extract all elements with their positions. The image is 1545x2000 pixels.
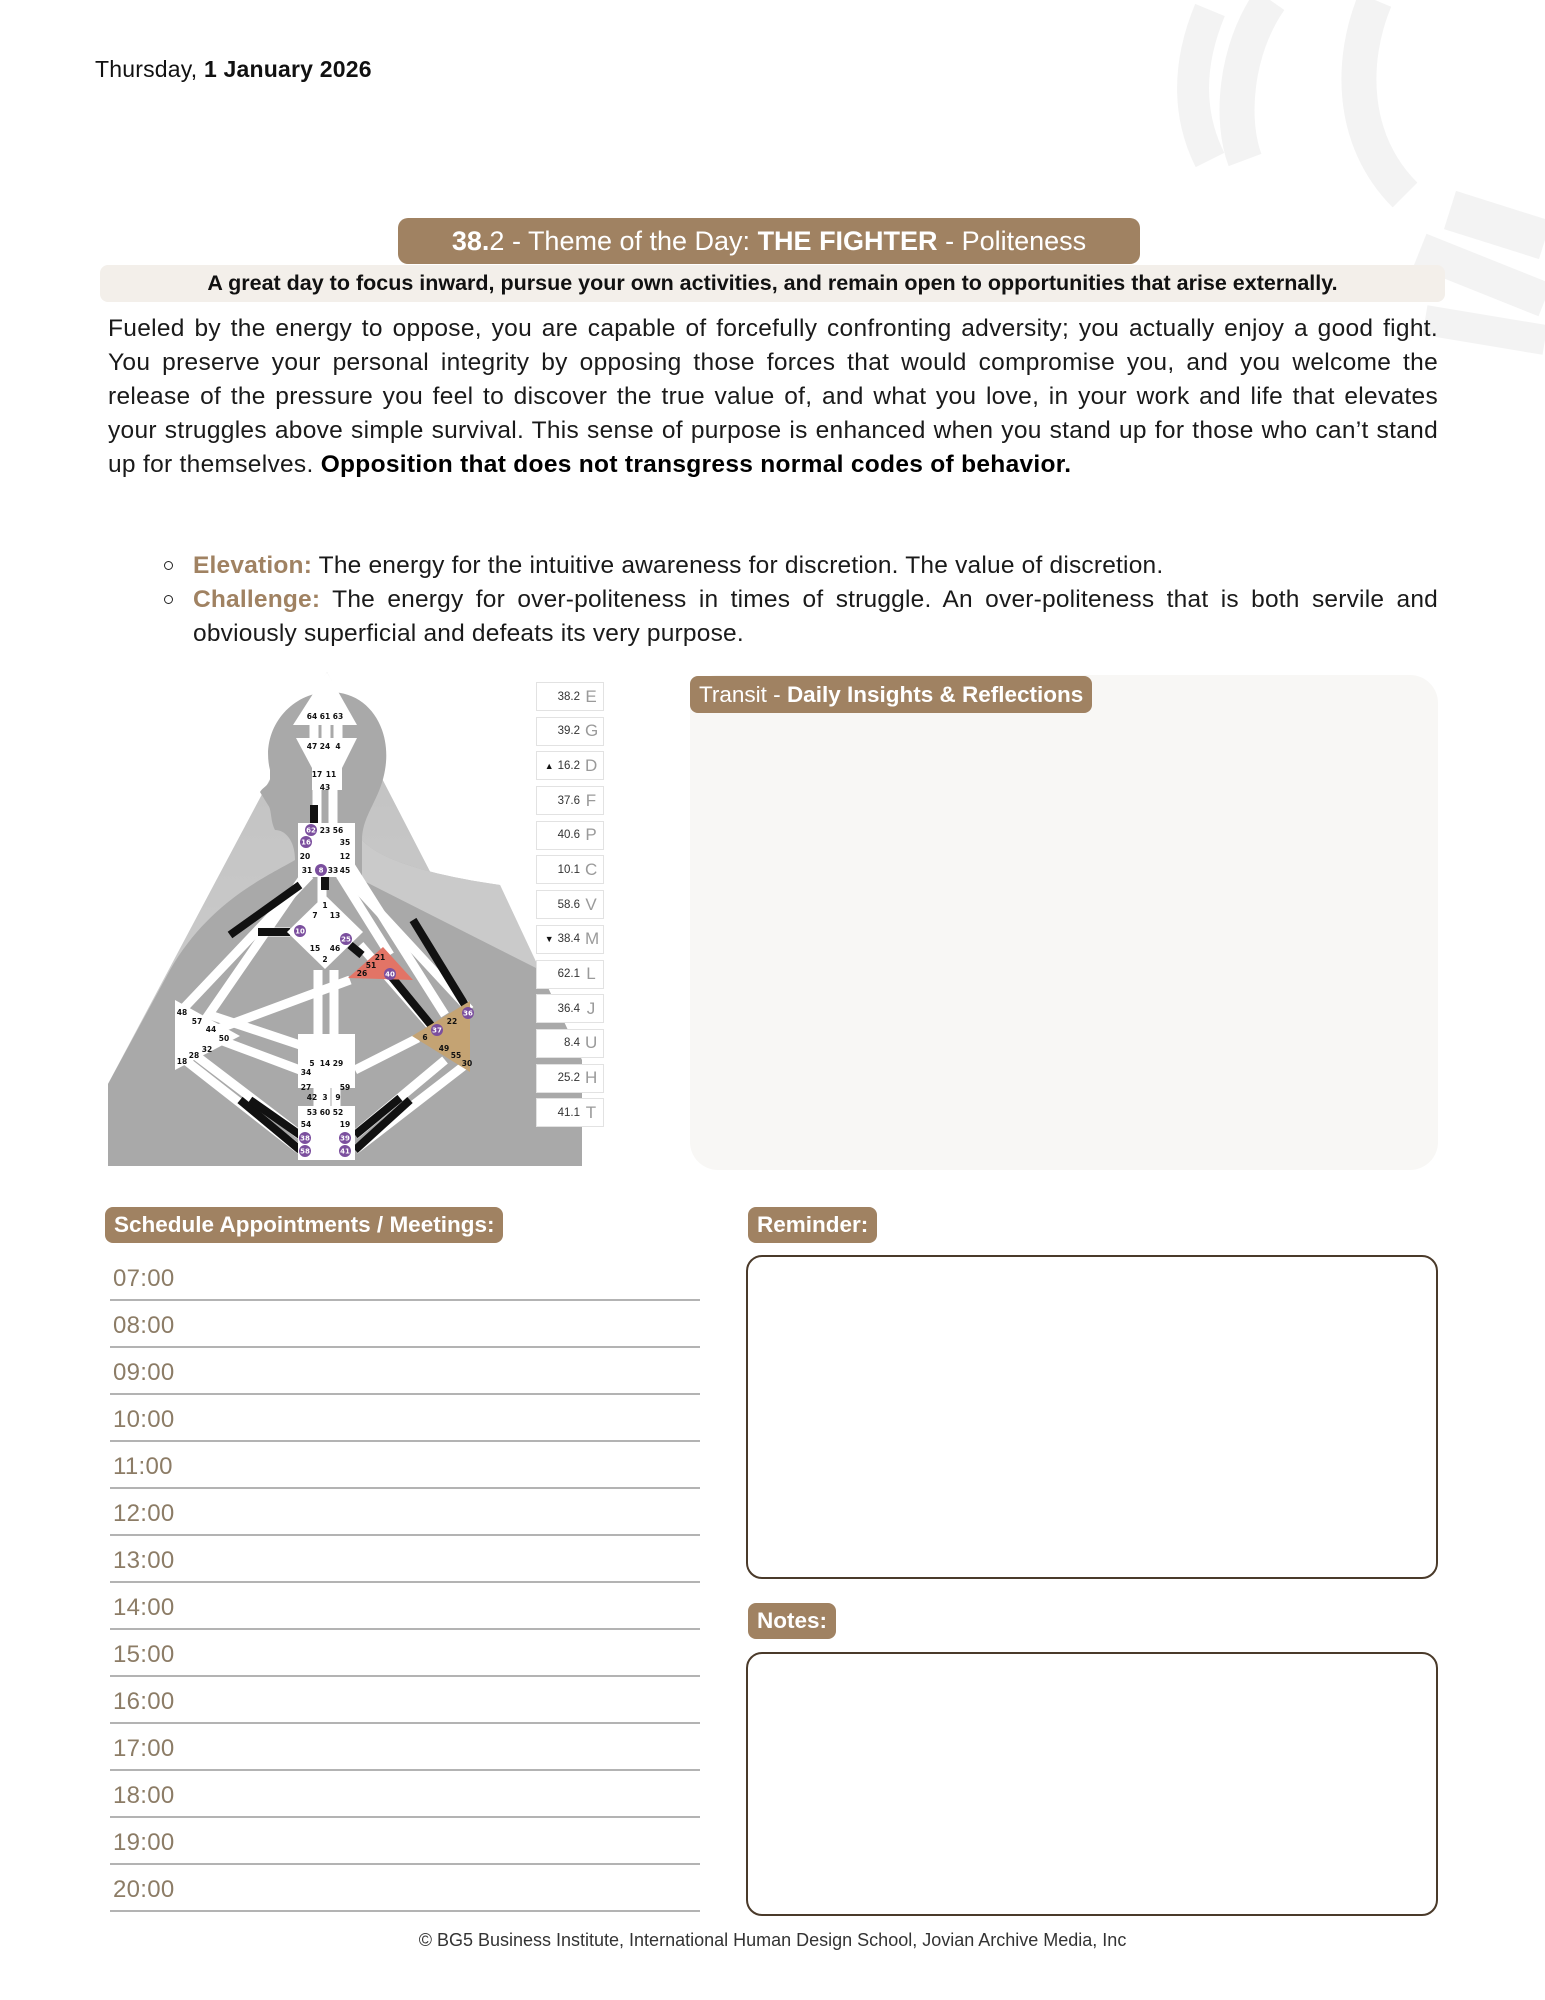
- svg-text:4: 4: [335, 742, 341, 751]
- planet-row-north-node: [536, 751, 604, 780]
- time-slot-row[interactable]: [110, 1301, 700, 1348]
- time-slot-row[interactable]: [110, 1348, 700, 1395]
- bullet-text: The energy for over-politeness in times of struggle. An over-politeness that is both servile and obviously superficial and defeats its very purpose.: [193, 586, 1438, 647]
- theme-subtitle: A great day to focus inward, pursue your own activities, and remain open to opportunities that arise externally.: [100, 265, 1445, 302]
- bullet-circle-icon: [164, 595, 173, 604]
- time-label: 17:00: [113, 1735, 175, 1762]
- transit-insights-panel[interactable]: [690, 675, 1438, 1170]
- svg-text:43: 43: [319, 783, 331, 792]
- uranus-symbol-icon: U: [585, 1033, 598, 1053]
- svg-text:35: 35: [339, 838, 351, 847]
- svg-text:50: 50: [218, 1034, 230, 1043]
- transit-prefix: Transit -: [699, 682, 787, 707]
- time-slot-row[interactable]: [110, 1254, 700, 1301]
- planet-value: 41.1: [557, 1106, 580, 1119]
- svg-text:5: 5: [309, 1059, 315, 1068]
- svg-text:17: 17: [311, 770, 323, 779]
- svg-text:6: 6: [422, 1033, 428, 1042]
- jupiter-symbol-icon: L: [586, 964, 596, 983]
- svg-text:25: 25: [341, 935, 351, 944]
- svg-text:38: 38: [300, 1134, 310, 1143]
- svg-text:44: 44: [205, 1025, 217, 1034]
- svg-text:42: 42: [306, 1093, 318, 1102]
- reminder-textbox[interactable]: [746, 1255, 1438, 1579]
- planet-value: 62.1: [557, 968, 580, 980]
- svg-text:7: 7: [312, 911, 318, 920]
- theme-separator: -: [937, 226, 962, 256]
- svg-text:32: 32: [201, 1045, 213, 1054]
- svg-text:31: 31: [301, 866, 313, 875]
- planet-value: 16.2: [557, 759, 580, 772]
- planet-row-pluto: [536, 1098, 604, 1127]
- moon-symbol-icon: P: [585, 825, 597, 845]
- theme-bullets: [160, 549, 1438, 651]
- svg-text:26: 26: [356, 969, 368, 978]
- mercury-symbol-icon: C: [585, 859, 598, 879]
- notes-title: Notes:: [748, 1603, 836, 1639]
- theme-line: 2: [489, 226, 505, 256]
- svg-text:39: 39: [340, 1134, 350, 1143]
- time-slot-row[interactable]: [110, 1489, 700, 1536]
- svg-text:63: 63: [332, 712, 344, 721]
- svg-text:64: 64: [306, 712, 318, 721]
- time-slot-row[interactable]: [110, 1818, 700, 1865]
- transit-panel-title: [690, 676, 1092, 713]
- time-label: 20:00: [113, 1876, 175, 1903]
- planet-value: 38.4: [557, 933, 580, 946]
- svg-text:14: 14: [319, 1059, 331, 1068]
- neptune-symbol-icon: H: [585, 1068, 598, 1088]
- svg-text:53: 53: [306, 1108, 318, 1117]
- svg-text:16: 16: [301, 838, 311, 847]
- time-label: 09:00: [113, 1359, 175, 1386]
- svg-text:60: 60: [319, 1108, 331, 1117]
- svg-text:28: 28: [188, 1051, 200, 1060]
- planet-row-earth: [536, 717, 604, 746]
- time-slot-row[interactable]: [110, 1865, 700, 1912]
- notes-textbox[interactable]: [746, 1652, 1438, 1916]
- theme-name: THE FIGHTER: [757, 226, 938, 256]
- svg-text:2: 2: [322, 955, 328, 964]
- page-date: [95, 56, 372, 83]
- svg-text:9: 9: [335, 1093, 341, 1102]
- bullet-label: Challenge:: [193, 586, 321, 613]
- saturn-symbol-icon: J: [586, 998, 596, 1018]
- svg-text:8: 8: [318, 866, 324, 875]
- theme-label: - Theme of the Day:: [504, 226, 758, 256]
- time-slot-row[interactable]: [110, 1724, 700, 1771]
- svg-text:55: 55: [450, 1051, 462, 1060]
- planet-value: 36.4: [557, 1002, 580, 1015]
- svg-text:41: 41: [340, 1147, 350, 1156]
- time-slot-row[interactable]: [110, 1442, 700, 1489]
- svg-text:10: 10: [295, 927, 305, 936]
- reminder-title: Reminder:: [748, 1207, 877, 1243]
- theme-paragraph-bold: Opposition that does not transgress normal codes of behavior.: [320, 451, 1072, 478]
- planet-row-mercury: [536, 855, 604, 884]
- svg-text:54: 54: [300, 1120, 312, 1129]
- planet-value: 40.6: [557, 829, 580, 842]
- venus-symbol-icon: V: [585, 894, 597, 914]
- planet-row-mars: [536, 925, 604, 954]
- svg-text:49: 49: [438, 1044, 450, 1053]
- svg-text:52: 52: [332, 1108, 344, 1117]
- planet-row-uranus: [536, 1029, 604, 1058]
- svg-text:51: 51: [365, 961, 377, 970]
- svg-text:45: 45: [339, 866, 351, 875]
- svg-text:46: 46: [329, 944, 341, 953]
- svg-text:15: 15: [309, 944, 321, 953]
- planet-value: 37.6: [557, 794, 580, 807]
- detriment-arrow-icon: ▼: [544, 934, 554, 945]
- planet-row-moon: [536, 821, 604, 850]
- earth-symbol-icon: G: [585, 721, 599, 741]
- svg-text:61: 61: [319, 712, 331, 721]
- svg-text:21: 21: [374, 953, 386, 962]
- time-label: 07:00: [113, 1265, 175, 1292]
- time-label: 08:00: [113, 1312, 175, 1339]
- bullet-label: Elevation:: [193, 552, 313, 579]
- svg-text:56: 56: [332, 826, 344, 835]
- svg-text:20: 20: [299, 852, 311, 861]
- svg-text:23: 23: [319, 826, 331, 835]
- planet-row-south-node: [536, 786, 604, 815]
- svg-text:22: 22: [446, 1017, 458, 1026]
- svg-text:30: 30: [461, 1059, 473, 1068]
- south-node-symbol-icon: F: [585, 790, 597, 810]
- time-slot-row[interactable]: [110, 1395, 700, 1442]
- time-label: 18:00: [113, 1782, 175, 1809]
- svg-text:58: 58: [300, 1147, 310, 1156]
- time-slot-row[interactable]: [110, 1677, 700, 1724]
- mars-symbol-icon: M: [585, 929, 600, 949]
- time-slot-row[interactable]: [110, 1583, 700, 1630]
- svg-text:19: 19: [339, 1120, 351, 1129]
- svg-text:47: 47: [306, 742, 318, 751]
- theme-of-the-day-banner: [398, 218, 1140, 264]
- time-label: 16:00: [113, 1688, 175, 1715]
- bullet-circle-icon: [164, 561, 173, 570]
- time-label: 14:00: [113, 1594, 175, 1621]
- theme-paragraph: Fueled by the energy to oppose, you are capable of forcefully confronting adversity; you actually enjoy a good fight. You preserve your personal integrity by opposing those forces that would compromise you, and you welcome the release of the pressure you feel to discover the true value of, and what you love, in your work and life that elevates your struggles above simple survival. This sense of purpose is enhanced when you stand up for those who can’t stand up for themselves.: [108, 315, 1438, 478]
- svg-text:48: 48: [176, 1008, 188, 1017]
- svg-text:34: 34: [300, 1068, 312, 1077]
- svg-text:33: 33: [327, 866, 339, 875]
- transit-title: Daily Insights & Reflections: [786, 682, 1084, 707]
- weekday: Thursday,: [95, 56, 198, 82]
- theme-keynote: Politeness: [961, 226, 1087, 256]
- exalted-arrow-icon: ▲: [544, 760, 554, 771]
- svg-text:29: 29: [332, 1059, 344, 1068]
- svg-text:59: 59: [339, 1083, 351, 1092]
- bullet-text: The energy for the intuitive awareness for discretion. The value of discretion.: [312, 552, 1164, 579]
- planet-value: 25.2: [557, 1072, 580, 1085]
- planet-row-jupiter: [536, 960, 604, 989]
- time-label: 11:00: [113, 1453, 173, 1480]
- svg-text:1: 1: [322, 901, 328, 910]
- planet-row-neptune: [536, 1064, 604, 1093]
- bullet-elevation: [160, 549, 1438, 583]
- planet-row-venus: [536, 890, 604, 919]
- time-slot-row[interactable]: [110, 1630, 700, 1677]
- time-label: 12:00: [113, 1500, 175, 1527]
- planet-row-sun: [536, 682, 604, 711]
- svg-text:12: 12: [339, 852, 351, 861]
- time-label: 10:00: [113, 1406, 175, 1433]
- time-slot-row[interactable]: [110, 1536, 700, 1583]
- theme-gate: 38.: [451, 226, 490, 256]
- svg-text:36: 36: [463, 1009, 473, 1018]
- time-slot-row[interactable]: [110, 1771, 700, 1818]
- bullet-challenge: [160, 583, 1438, 651]
- theme-description: [108, 312, 1438, 482]
- svg-text:13: 13: [329, 911, 341, 920]
- planet-value: 8.4: [564, 1037, 580, 1050]
- planet-value: 38.2: [557, 690, 580, 703]
- time-label: 19:00: [113, 1829, 175, 1856]
- svg-text:62: 62: [306, 826, 316, 835]
- bodygraph-chart: [100, 670, 600, 1170]
- svg-text:57: 57: [191, 1017, 203, 1026]
- planet-value: 39.2: [557, 725, 580, 738]
- sun-symbol-icon: E: [585, 686, 597, 706]
- svg-text:37: 37: [432, 1026, 442, 1035]
- svg-text:18: 18: [176, 1057, 188, 1066]
- svg-text:40: 40: [385, 970, 395, 979]
- planet-activations: [536, 682, 604, 1133]
- copyright-footer: © BG5 Business Institute, International Human Design School, Jovian Archive Media, Inc: [418, 1930, 1127, 1950]
- north-node-symbol-icon: D: [585, 755, 598, 775]
- pluto-symbol-icon: T: [585, 1102, 597, 1122]
- planet-row-saturn: [536, 994, 604, 1023]
- svg-text:24: 24: [319, 742, 331, 751]
- date-value: 1 January 2026: [203, 56, 372, 82]
- svg-text:27: 27: [300, 1083, 312, 1092]
- time-label: 13:00: [113, 1547, 175, 1574]
- time-label: 15:00: [113, 1641, 175, 1668]
- schedule-title: Schedule Appointments / Meetings:: [105, 1207, 503, 1243]
- svg-text:3: 3: [322, 1093, 328, 1102]
- planet-value: 10.1: [557, 863, 580, 876]
- svg-text:11: 11: [325, 770, 337, 779]
- planet-value: 58.6: [557, 898, 580, 911]
